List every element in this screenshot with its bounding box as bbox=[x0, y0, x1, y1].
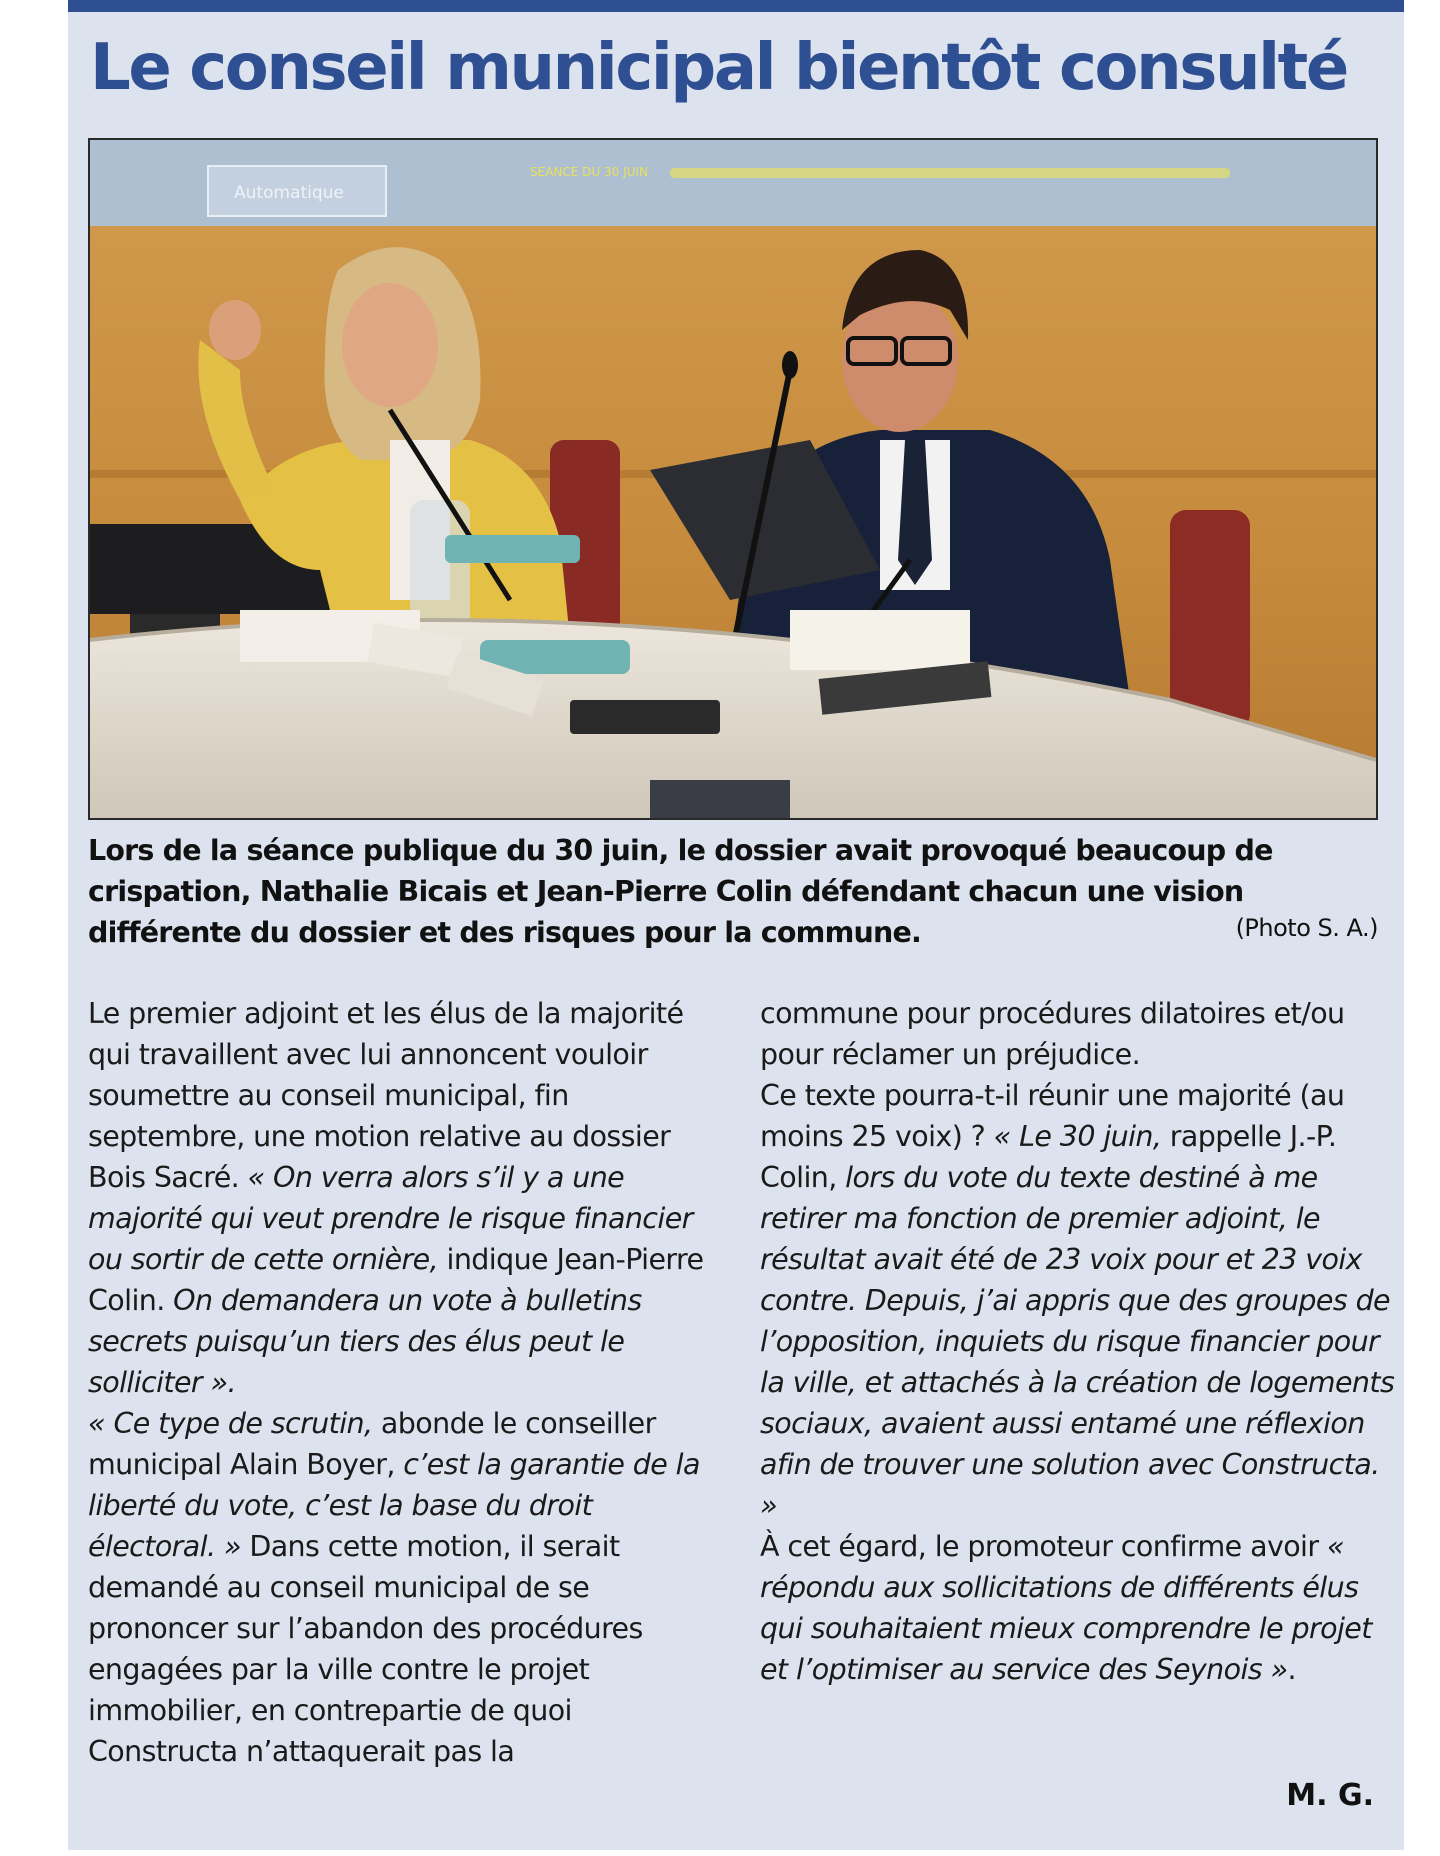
article-column-left bbox=[88, 993, 728, 1772]
paragraph: commune pour procédures dilatoires et/ou pour réclamer un préjudice. bbox=[760, 997, 1345, 1071]
paragraph: Ce texte pourra-t-il réunir une majorité (au moins 25 voix) ? « Le 30 juin, rappelle J.-P. Colin, lors du vote du texte destiné à me retirer ma fonction de premier adjoint, le résultat avait été de 23 voix pour et 23 voix contre. Depuis, j’ai appris que des groupes de l’opposition, inquiets du risque financier pour la ville, et attachés à la création de logements sociaux, avaient aussi entamé une réflexion afin de trouver une solution avec Constructa. » bbox=[760, 1079, 1395, 1522]
article-headline: Le conseil municipal bientôt consulté bbox=[90, 31, 1347, 105]
top-accent-bar bbox=[68, 0, 1404, 12]
photo-caption: Lors de la séance publique du 30 juin, le dossier avait provoqué beaucoup de crispation, Nathalie Bicais et Jean-Pierre Colin défendant chacun une vision différente du dossier et des risques pour la commune. bbox=[88, 834, 1273, 949]
paragraph: Le premier adjoint et les élus de la majorité qui travaillent avec lui annoncent vouloir soumettre au conseil municipal, fin septembre, une motion relative au dossier Bois Sacré. « On verra alors s’il y a une majorité qui veut prendre le risque financier ou sortir de cette ornière, indique Jean-Pierre Colin. On demandera un vote à bulletins secrets puisqu’un tiers des élus peut le solliciter ». bbox=[88, 997, 704, 1399]
author-signature: M. G. bbox=[1286, 1778, 1374, 1813]
screen-ticker: SEANCE DU 30 JUIN bbox=[530, 165, 648, 179]
newspaper-page bbox=[68, 0, 1404, 1850]
screen-label: Automatique bbox=[234, 183, 344, 203]
paragraph: À cet égard, le promoteur confirme avoir « répondu aux sollicitations de différents élus qui souhaitaient mieux comprendre le projet et l’optimiser au service des Seynois ». bbox=[760, 1530, 1372, 1686]
paragraph: « Ce type de scrutin, abonde le conseiller municipal Alain Boyer, c’est la garantie de la liberté du vote, c’est la base du droit électoral. » Dans cette motion, il serait demandé au conseil municipal de se prononcer sur l’abandon des procédures engagées par la ville contre le projet immobilier, en contrepartie de quoi Constructa n’attaquerait pas la bbox=[88, 1407, 700, 1768]
article-column-right bbox=[760, 993, 1400, 1690]
photo-credit: (Photo S. A.) bbox=[1235, 914, 1378, 942]
article-photo bbox=[88, 138, 1378, 820]
